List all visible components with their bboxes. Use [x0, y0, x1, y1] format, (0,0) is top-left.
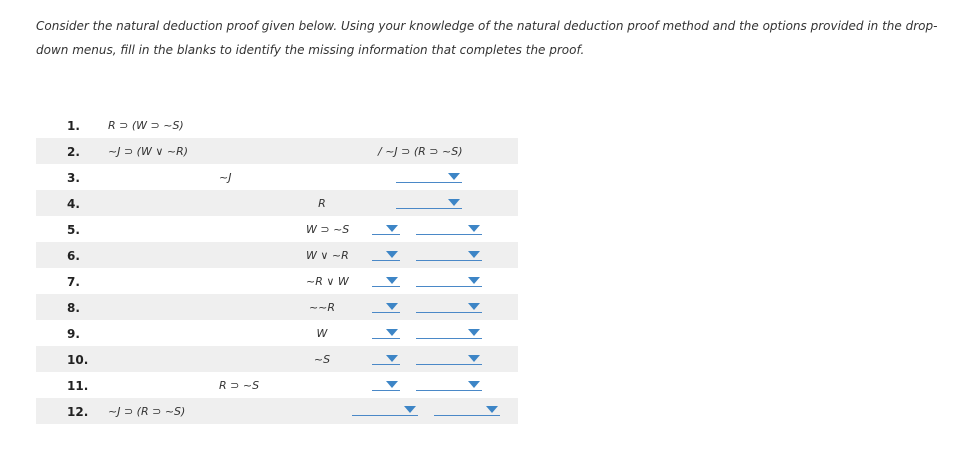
rule-dropdown[interactable] — [416, 379, 482, 391]
chevron-down-icon — [468, 225, 480, 232]
line-number: 2. — [67, 145, 80, 159]
line-ref-dropdown[interactable] — [372, 223, 400, 235]
line-number: 6. — [67, 249, 80, 263]
line-number: 7. — [67, 275, 80, 289]
chevron-down-icon — [448, 199, 460, 206]
rule-dropdown[interactable] — [416, 353, 482, 365]
proof-row-12 — [36, 398, 518, 424]
proof-row-8 — [36, 294, 518, 320]
line-formula: R — [318, 197, 326, 210]
line-formula: ~S — [313, 353, 331, 366]
rule-dropdown[interactable] — [434, 404, 500, 416]
rule-dropdown[interactable] — [416, 275, 482, 287]
rule-dropdown[interactable] — [396, 197, 462, 209]
chevron-down-icon — [486, 406, 498, 413]
chevron-down-icon — [468, 355, 480, 362]
line-ref-dropdown[interactable] — [372, 301, 400, 313]
line-number: 3. — [67, 171, 80, 185]
proof-table — [36, 112, 518, 424]
chevron-down-icon — [386, 381, 398, 388]
chevron-down-icon — [468, 277, 480, 284]
line-formula: ~~R — [308, 301, 336, 314]
proof-row-7 — [36, 268, 518, 294]
instructions-text: Consider the natural deduction proof given below. Using your knowledge of the natural deduction proof method and the options provided in the drop-down menus, fill in the blanks to identify the missing information that completes the proof. — [36, 19, 938, 57]
proof-row-5 — [36, 216, 518, 242]
rule-dropdown[interactable] — [416, 249, 482, 261]
rule-dropdown[interactable] — [416, 301, 482, 313]
line-formula: R ⊃ ~S — [219, 379, 260, 392]
chevron-down-icon — [386, 329, 398, 336]
line-number: 12. — [67, 405, 89, 419]
chevron-down-icon — [468, 303, 480, 310]
line-number: 11. — [67, 379, 89, 393]
proof-row-10 — [36, 346, 518, 372]
line-ref-dropdown[interactable] — [372, 249, 400, 261]
line-formula: ~J ⊃ (R ⊃ ~S) — [108, 405, 186, 418]
line-ref-dropdown[interactable] — [372, 275, 400, 287]
line-formula: W — [316, 327, 328, 340]
line-number: 1. — [67, 119, 80, 133]
rule-dropdown[interactable] — [416, 223, 482, 235]
line-number: 9. — [67, 327, 80, 341]
line-formula: ~J ⊃ (W ∨ ~R) — [108, 145, 189, 158]
line-formula: ~J — [219, 171, 232, 184]
chevron-down-icon — [386, 303, 398, 310]
line-number: 10. — [67, 353, 89, 367]
chevron-down-icon — [468, 381, 480, 388]
proof-row-9 — [36, 320, 518, 346]
conclusion-label: / ~J ⊃ (R ⊃ ~S) — [378, 145, 463, 158]
line-number: 5. — [67, 223, 80, 237]
chevron-down-icon — [386, 251, 398, 258]
chevron-down-icon — [468, 329, 480, 336]
rule-dropdown[interactable] — [396, 171, 462, 183]
proof-row-4 — [36, 190, 518, 216]
line-ref-dropdown[interactable] — [352, 404, 418, 416]
line-ref-dropdown[interactable] — [372, 379, 400, 391]
line-formula: ~R ∨ W — [306, 275, 349, 288]
line-formula: W ⊃ ~S — [306, 223, 350, 236]
chevron-down-icon — [468, 251, 480, 258]
chevron-down-icon — [448, 173, 460, 180]
line-formula: R ⊃ (W ⊃ ~S) — [108, 119, 184, 132]
line-ref-dropdown[interactable] — [372, 327, 400, 339]
proof-row-2 — [36, 138, 518, 164]
chevron-down-icon — [386, 225, 398, 232]
rule-dropdown[interactable] — [416, 327, 482, 339]
line-number: 8. — [67, 301, 80, 315]
proof-row-11 — [36, 372, 518, 398]
chevron-down-icon — [386, 277, 398, 284]
line-formula: W ∨ ~R — [306, 249, 349, 262]
chevron-down-icon — [404, 406, 416, 413]
line-number: 4. — [67, 197, 80, 211]
proof-row-1 — [36, 112, 518, 138]
proof-row-3 — [36, 164, 518, 190]
chevron-down-icon — [386, 355, 398, 362]
proof-row-6 — [36, 242, 518, 268]
line-ref-dropdown[interactable] — [372, 353, 400, 365]
